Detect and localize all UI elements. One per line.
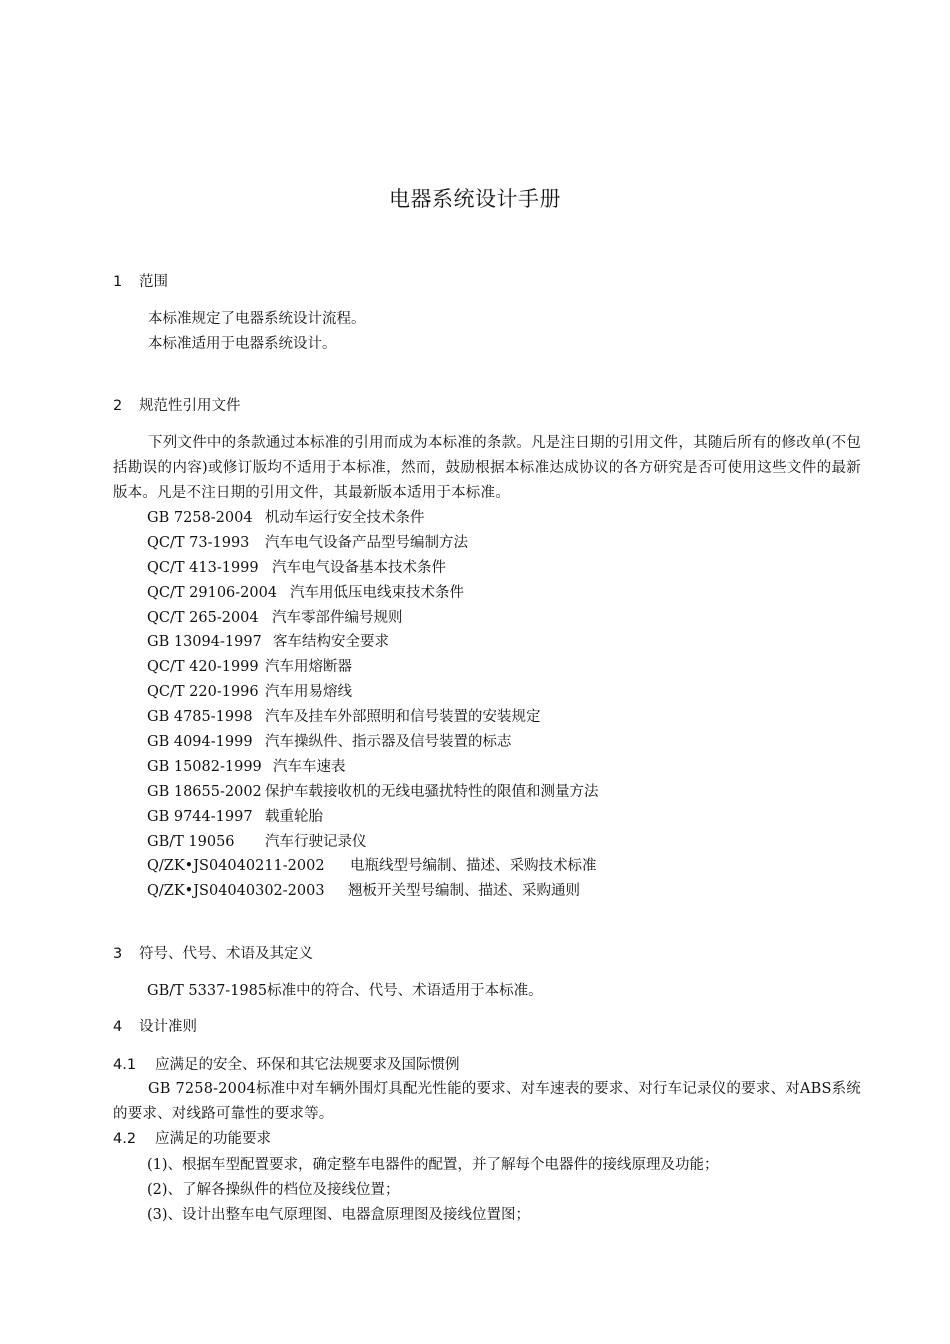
- section-number: 4.1: [113, 1057, 137, 1073]
- reference-item: Q/ZK•JS04040302-2003 翘板开关型号编制、描述、采购通则: [147, 883, 580, 900]
- section-1-line-1: 本标准规定了电器系统设计流程。: [148, 311, 366, 327]
- section-2-intro: 下列文件中的条款通过本标准的引用而成为本标准的条款。凡是注日期的引用文件，其随后所有的修改单(不包括勘误的内容)或修订版均不适用于本标准，然而，鼓励根据本标准达成协议的各方研究是否可使用这些文件的最新版本。凡是不注日期的引用文件，其最新版本适用于本标准。: [113, 435, 861, 501]
- reference-item: QC/T 265-2004 汽车零部件编号规则: [147, 609, 403, 626]
- section-number: 4.2: [113, 1131, 137, 1147]
- reference-item: QC/T 29106-2004 汽车用低压电线束技术条件: [147, 584, 464, 601]
- reference-item: QC/T 220-1996 汽车用易熔线: [147, 684, 352, 701]
- document-title: 电器系统设计手册: [389, 187, 561, 211]
- section-1-heading: [113, 271, 168, 293]
- section-4-heading: [113, 1016, 197, 1038]
- reference-item: GB/T 19056 汽车行驶记录仪: [147, 833, 367, 850]
- section-4-2-item-3: (3)、设计出整车电气原理图、电器盒原理图及接线位置图；: [147, 1207, 531, 1223]
- section-title: 范围: [139, 274, 168, 290]
- section-title: 符号、代号、术语及其定义: [139, 946, 313, 962]
- reference-item: GB 18655-2002 保护车载接收机的无线电骚扰特性的限值和测量方法: [147, 783, 599, 800]
- reference-item: GB 4785-1998 汽车及挂车外部照明和信号装置的安装规定: [147, 709, 541, 726]
- section-4-2-item-1: (1)、根据车型配置要求，确定整车电器件的配置，并了解每个电器件的接线原理及功能；: [147, 1157, 719, 1173]
- section-number: 3: [113, 946, 123, 962]
- reference-item: GB 7258-2004 机动车运行安全技术条件: [147, 510, 425, 526]
- section-title: 应满足的安全、环保和其它法规要求及国际惯例: [155, 1057, 460, 1073]
- reference-item: GB 4094-1999 汽车操纵件、指示器及信号装置的标志: [147, 734, 512, 751]
- reference-item: Q/ZK•JS04040211-2002 电瓶线型号编制、描述、采购技术标准: [147, 858, 597, 875]
- section-title: 规范性引用文件: [139, 398, 241, 414]
- reference-item: QC/T 413-1999 汽车电气设备基本技术条件: [147, 559, 446, 576]
- section-4-1-text: GB 7258-2004标准中对车辆外围灯具配光性能的要求、对车速表的要求、对行车记录仪的要求、对ABS系统的要求、对线路可靠性的要求等。: [113, 1081, 861, 1122]
- reference-item: GB 13094-1997 客车结构安全要求: [147, 634, 389, 651]
- section-4-2-item-2: (2)、了解各操纵件的档位及接线位置；: [147, 1182, 400, 1198]
- section-3-heading: [113, 943, 313, 965]
- section-number: 1: [113, 274, 123, 290]
- section-4-1-heading: [113, 1054, 460, 1076]
- section-title: 应满足的功能要求: [155, 1131, 271, 1147]
- section-3-text: GB/T 5337-1985标准中的符合、代号、术语适用于本标准。: [147, 983, 543, 999]
- section-1-line-2: 本标准适用于电器系统设计。: [148, 336, 337, 352]
- reference-item: GB 9744-1997 载重轮胎: [147, 808, 323, 825]
- reference-item: QC/T 420-1999 汽车用熔断器: [147, 659, 352, 676]
- section-2-heading: [113, 395, 241, 417]
- section-number: 2: [113, 398, 123, 414]
- section-4-2-heading: [113, 1128, 271, 1150]
- reference-item: QC/T 73-1993 汽车电气设备产品型号编制方法: [147, 534, 468, 551]
- reference-list: [147, 506, 599, 904]
- section-title: 设计准则: [139, 1019, 197, 1035]
- reference-item: GB 15082-1999 汽车车速表: [147, 758, 346, 775]
- section-number: 4: [113, 1019, 123, 1035]
